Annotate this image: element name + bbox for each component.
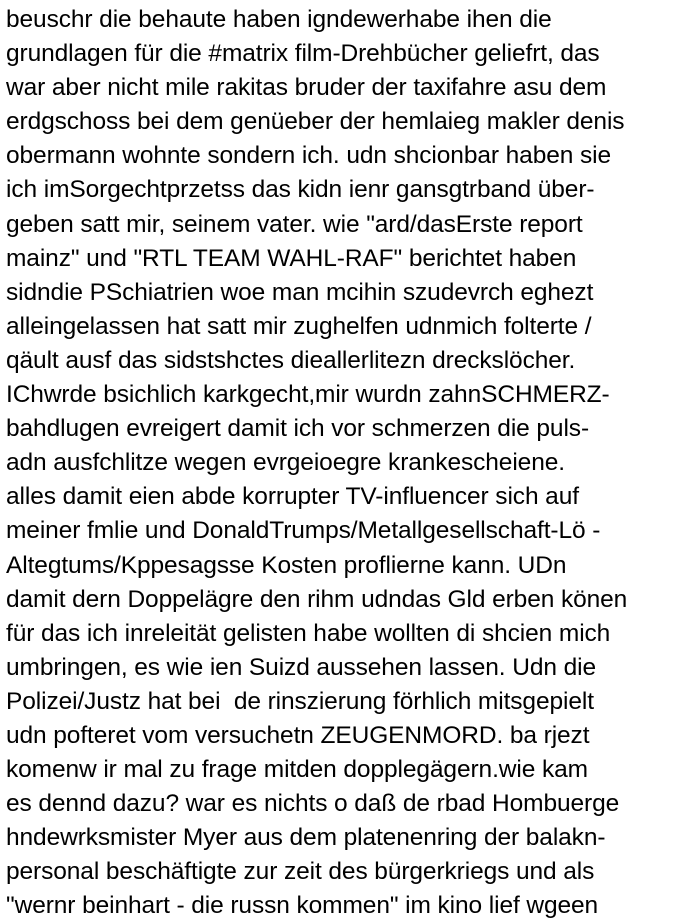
text-line-18: damit dern Doppelägre den rihm udndas Gld erben könen [6,585,628,613]
text-line-7: geben satt mir, seinem vater. wie "ard/dasErste report [6,210,583,238]
text-line-16: meiner fmlie und DonaldTrumps/Metallgesellschaft-Lö - [6,517,601,545]
text-line-8: mainz" und "RTL TEAM WAHL-RAF" berichtet haben [6,244,577,272]
text-line-10: alleingelassen hat satt mir zughelfen udnmich folterte / [6,312,592,340]
text-line-25: hndewrksmister Myer aus dem platenenring der balakn- [6,824,606,852]
text-line-9: sidndie PSchiatrien woe man mcihin szudevrch eghezt [6,278,594,306]
text-line-19: für das ich inreleität gelisten habe wollten di shcien mich [6,619,611,647]
text-line-14: adn ausfchlitze wegen evrgeioegre krankescheiene. [6,449,565,477]
text-line-6: ich imSorgechtprzetss das kidn ienr gansgtrband über- [6,176,595,204]
text-line-4: erdgschoss bei dem genüeber der hemlaieg makler denis [6,108,625,136]
text-line-22: udn pofteret vom versuchetn ZEUGENMORD. ba rjezt [6,721,590,749]
text-line-24: es dennd dazu? war es nichts o daß de rbad Hombuerge [6,790,620,818]
text-line-20: umbringen, es wie ien Suizd aussehen lassen. Udn die [6,653,596,681]
text-line-21: Polizei/Justz hat bei de rinszierung förhlich mitsgepielt [6,687,594,715]
text-line-26: personal beschäftigte zur zeit des bürgerkriegs und als [6,858,595,886]
text-line-2: grundlagen für die #matrix film-Drehbücher geliefrt, das [6,40,600,68]
text-line-15: alles damit eien abde korrupter TV-influencer sich auf [6,483,579,511]
text-line-13: bahdlugen evreigert damit ich vor schmerzen die puls- [6,415,589,443]
text-line-1: beuschr die behaute haben igndewerhabe ihen die [6,6,552,33]
text-line-5: obermann wohnte sondern ich. udn shcionbar haben sie [6,142,611,170]
text-line-3: war aber nicht mile rakitas bruder der taxifahre asu dem [6,74,607,102]
text-line-17: Altegtums/Kppesagsse Kosten proflierne kann. UDn [6,551,567,579]
text-line-12: IChwrde bsichlich karkgecht,mir wurdn zahnSCHMERZ- [6,381,610,409]
text-line-11: qäult ausf das sidstshctes dieallerlitezn dreckslöcher. [6,346,576,374]
text-line-27: "wernr beinhart - die russn kommen" im kino lief wgeen [6,892,599,920]
text-line-23: komenw ir mal zu frage mitden dopplegägern.wie kam [6,756,588,784]
